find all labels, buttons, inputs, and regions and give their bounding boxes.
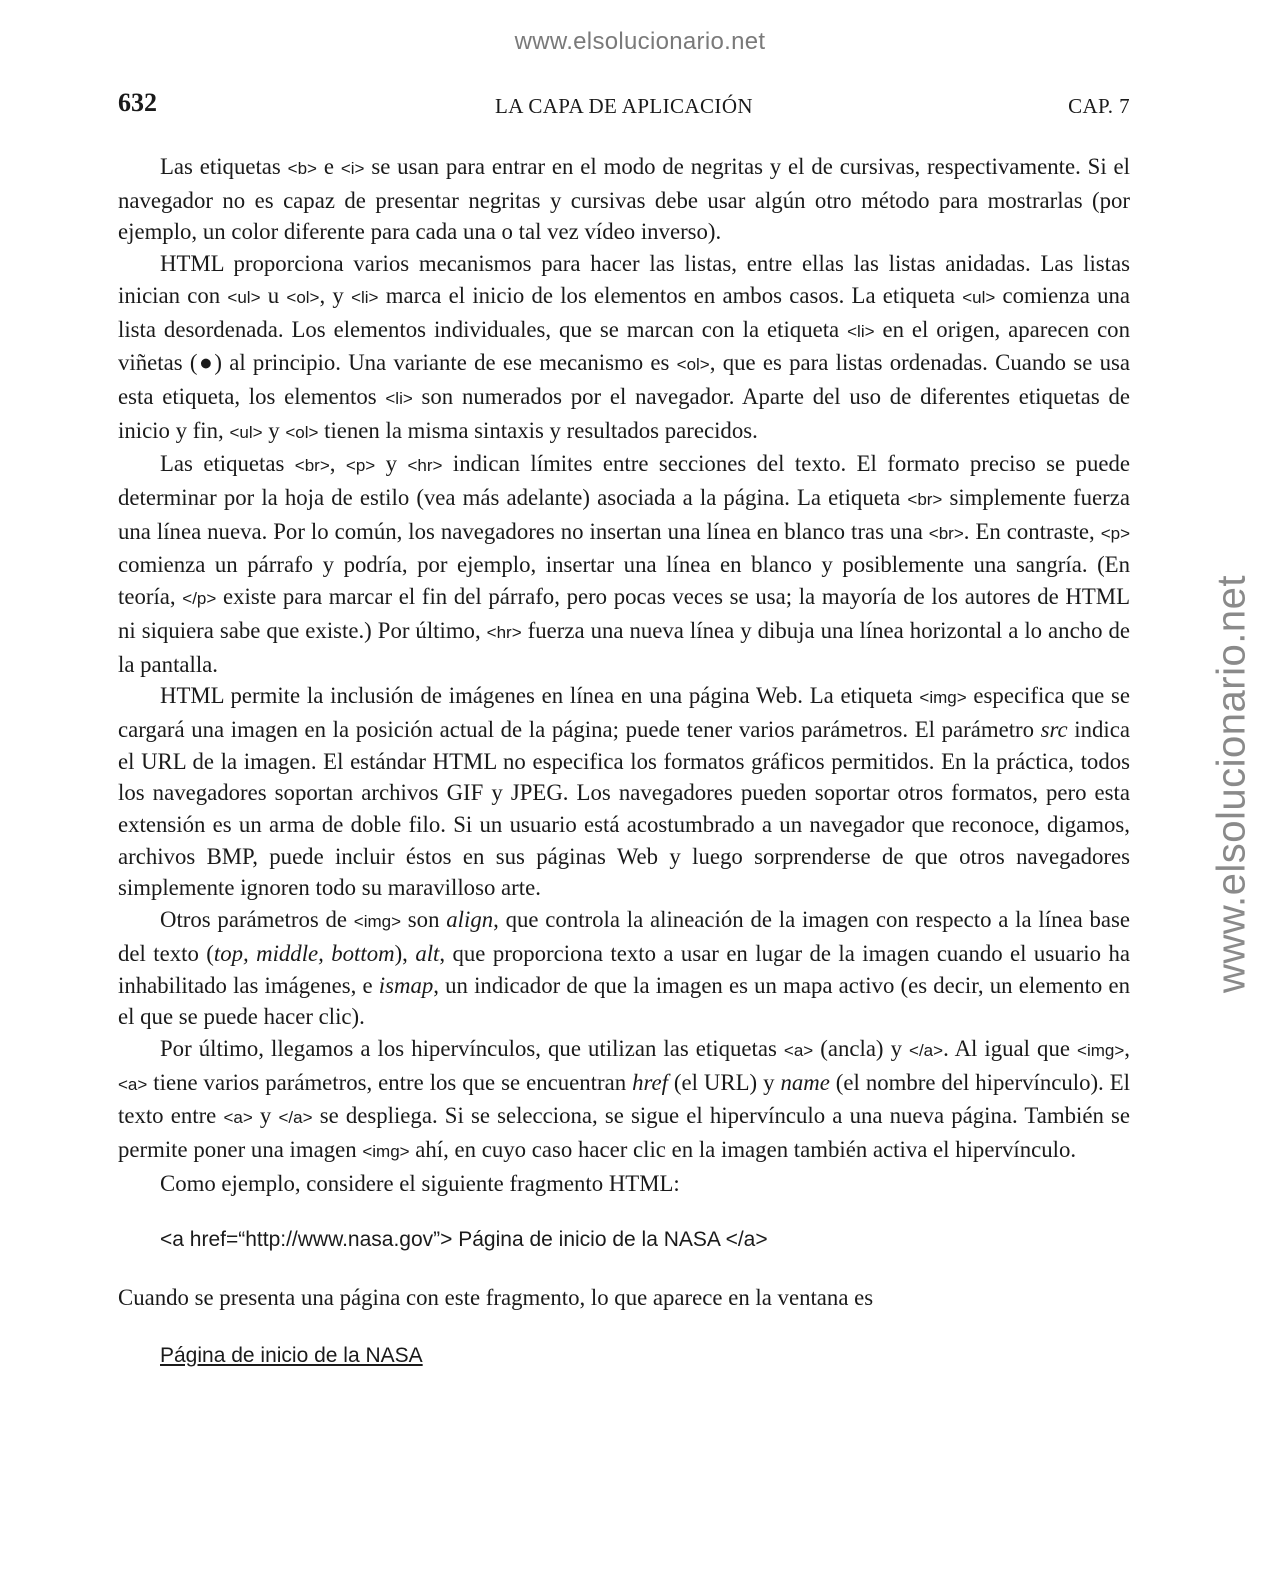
body-text	[118, 151, 1130, 1372]
paragraph-lists: HTML proporciona varios mecanismos para hacer las listas, entre ellas las listas anidadas. Las listas inician con <ul> u <ol>, y <li> marca el inicio de los elementos en ambos casos. La etiqueta <ul> comienza una lista desordenada. Los elementos individuales, que se marcan con la etiqueta <li> en el origen, aparecen con viñetas (●) al principio. Una variante de ese mecanismo es <ol>, que es para listas ordenadas. Cuando se usa esta etiqueta, los elementos <li> son numerados por el navegador. Aparte del uso de diferentes etiquetas de inicio y fin, <ul> y <ol> tienen la misma sintaxis y resultados parecidos.	[118, 251, 1131, 443]
page-number: 632	[118, 88, 157, 117]
watermark-side: www.elsolucionario.net	[1209, 575, 1254, 993]
paragraph-bold-italic: Las etiquetas <b> e <i> se usan para entrar en el modo de negritas y el de cursivas, respectivamente. Si el navegador no es capaz de presentar negritas y cursivas debe usar algún otro método para mostrarlas (por ejemplo, un color diferente para cada una o tal vez vídeo inverso).	[118, 154, 1130, 245]
code-example: <a href=“http://www.nasa.gov”> Página de inicio de la NASA </a>	[160, 1227, 768, 1251]
chapter-label: CAP. 7	[1068, 94, 1130, 118]
paragraph-result-intro: Cuando se presenta una página con este fragmento, lo que aparece en la ventana es	[118, 1285, 874, 1311]
paragraph-hyperlinks: Por último, llegamos a los hipervínculos, que utilizan las etiquetas <a> (ancla) y </a>. Al igual que <img>, <a> tiene varios parámetros, entre los que se encuentran href (el URL) y name (el nombre del hipervínculo). El texto entre <a> y </a> se despliega. Si se selecciona, se sigue el hipervínculo a una nueva página. También se permite poner una imagen <img> ahí, en cuyo caso hacer clic en la imagen también activa el hipervínculo.	[118, 1035, 1131, 1163]
paragraph-breaks: Las etiquetas <br>, <p> y <hr> indican límites entre secciones del texto. El formato preciso se puede determinar por la hoja de estilo (vea más adelante) asociada a la página. La etiqueta <br> simplemente fuerza una línea nueva. Por lo común, los navegadores no insertan una línea en blanco tras una <br>. En contraste, <p> comienza un párrafo y podría, por ejemplo, insertar una línea en blanco y posiblemente una sangría. (En teoría, </p> existe para marcar el fin del párrafo, pero pocas veces se usa; la mayoría de los autores de HTML ni siquiera sabe que existe.) Por último, <hr> fuerza una nueva línea y dibuja una línea horizontal a lo ancho de la pantalla.	[118, 451, 1130, 677]
paragraph-example-intro: Como ejemplo, considere el siguiente fragmento HTML:	[160, 1170, 680, 1196]
running-head	[118, 88, 1130, 128]
paragraph-img-params: Otros parámetros de <img> son align, que controla la alineación de la imagen con respecto a la línea base del texto (top, middle, bottom), alt, que proporciona texto a usar en lugar de la imagen cuando el usuario ha inhabilitado las imágenes, e ismap, un indicador de que la imagen es un mapa activo (es decir, un elemento en el que se puede hacer clic).	[118, 907, 1130, 1030]
watermark-top: www.elsolucionario.net	[514, 28, 766, 55]
example-hyperlink[interactable]: Página de inicio de la NASA	[160, 1343, 423, 1367]
paragraph-images: HTML permite la inclusión de imágenes en línea en una página Web. La etiqueta <img> especifica que se cargará una imagen en la posición actual de la página; puede tener varios parámetros. El parámetro src indica el URL de la imagen. El estándar HTML no especifica los formatos gráficos permitidos. En la práctica, todos los navegadores soportan archivos GIF y JPEG. Los navegadores pueden soportar otros formatos, pero esta extensión es un arma de doble filo. Si un usuario está acostumbrado a un navegador que reconoce, digamos, archivos BMP, puede incluir éstos en sus páginas Web y luego sorprenderse de que otros navegadores simplemente ignoren todo su maravilloso arte.	[118, 683, 1130, 901]
chapter-title: LA CAPA DE APLICACIÓN	[495, 94, 753, 118]
rendered-link-example	[160, 1340, 1130, 1372]
